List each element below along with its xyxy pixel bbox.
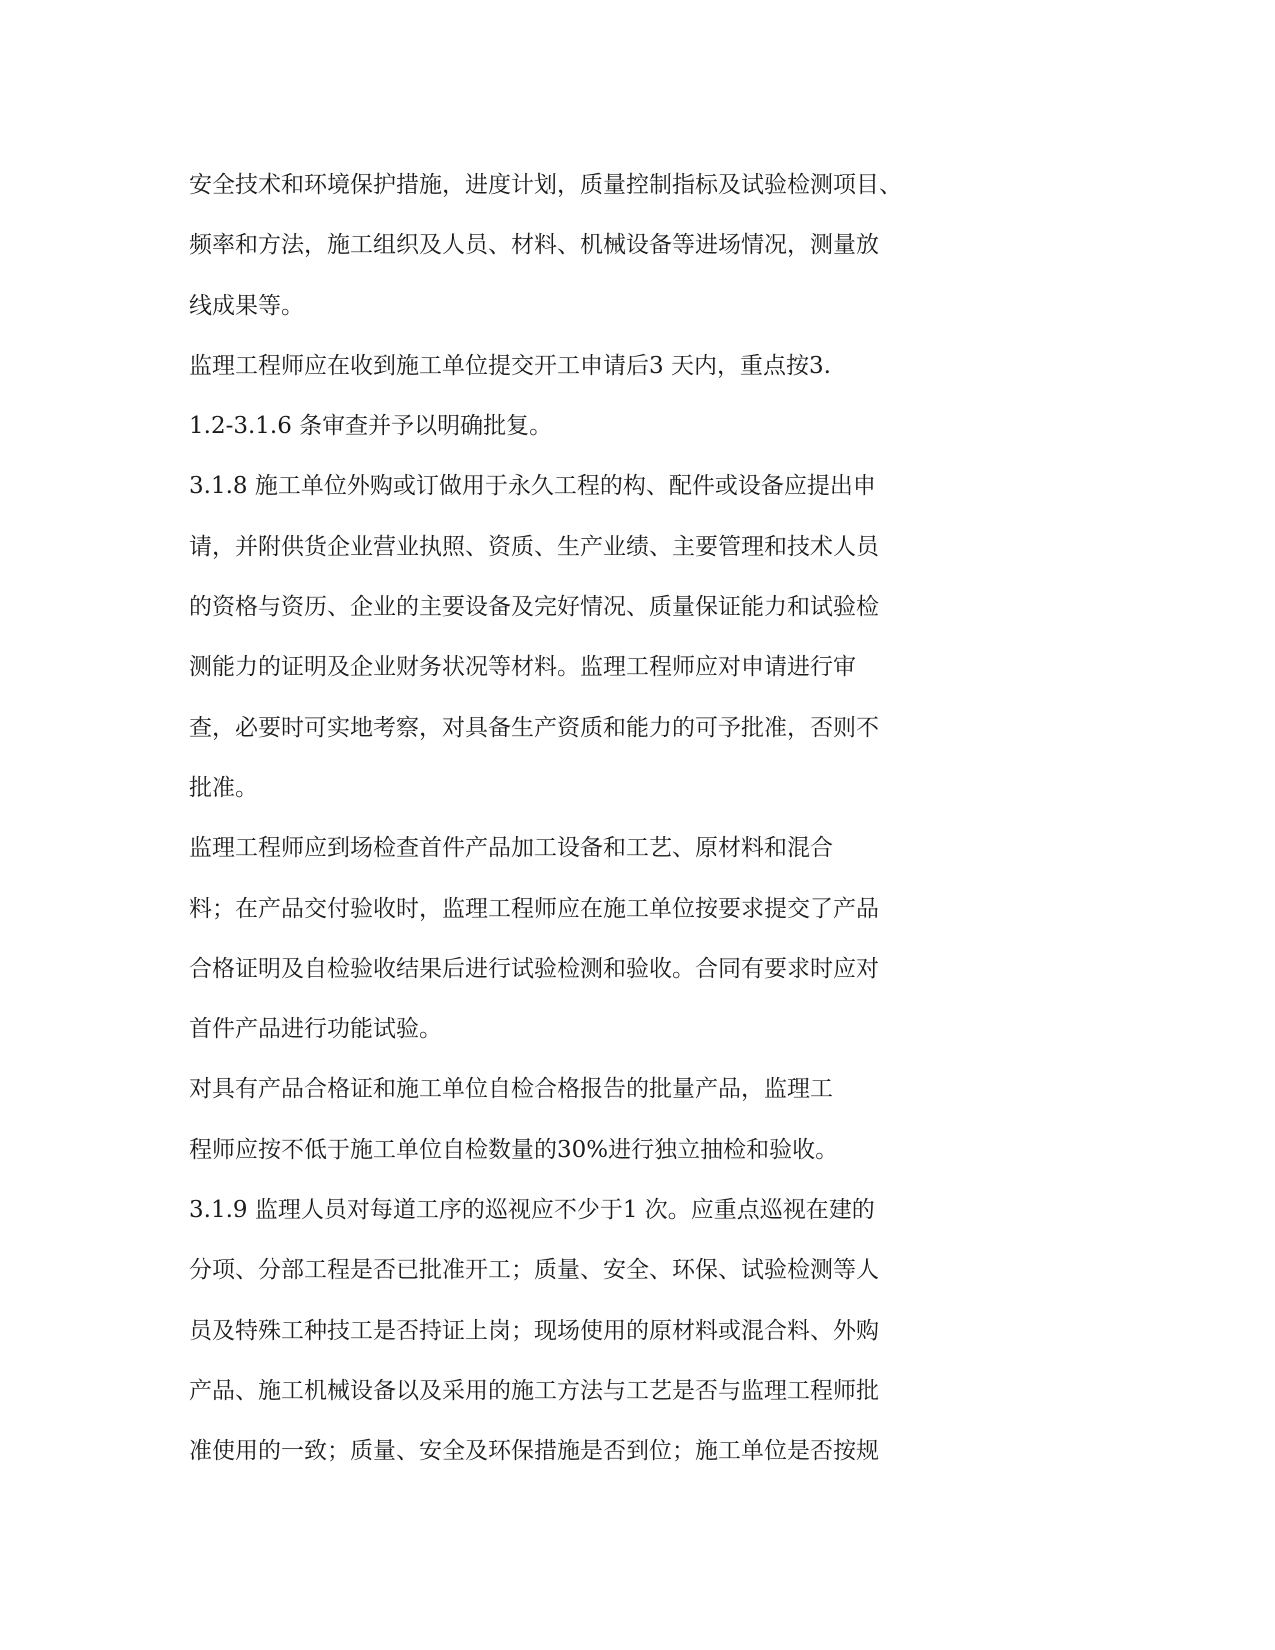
- text-line: 请，并附供货企业营业执照、资质、生产业绩、主要管理和技术人员: [189, 533, 879, 560]
- text-line: 监理工程师应在收到施工单位提交开工申请后3 天内，重点按3.: [189, 352, 831, 379]
- text-line: 频率和方法，施工组织及人员、材料、机械设备等进场情况，测量放: [189, 232, 879, 259]
- text-line: 员及特殊工种技工是否持证上岗；现场使用的原材料或混合料、外购: [189, 1317, 879, 1344]
- text-line: 安全技术和环境保护措施，进度计划，质量控制指标及试验检测项目、: [189, 172, 902, 198]
- text-line: 批准。: [189, 774, 258, 801]
- text-line: 3.1.9 监理人员对每道工序的巡视应不少于1 次。应重点巡视在建的: [189, 1197, 875, 1224]
- text-line: 程师应按不低于施工单位自检数量的30%进行独立抽检和验收。: [189, 1136, 839, 1163]
- text-line: 准使用的一致；质量、安全及环保措施是否到位；施工单位是否按规: [189, 1438, 879, 1465]
- text-line: 查，必要时可实地考察，对具备生产资质和能力的可予批准，否则不: [189, 714, 879, 741]
- text-line: 产品、施工机械设备以及采用的施工方法与工艺是否与监理工程师批: [189, 1377, 879, 1404]
- text-line: 监理工程师应到场检查首件产品加工设备和工艺、原材料和混合: [189, 835, 833, 862]
- text-line: 料；在产品交付验收时，监理工程师应在施工单位按要求提交了产品: [189, 895, 879, 922]
- text-line: 对具有产品合格证和施工单位自检合格报告的批量产品，监理工: [189, 1076, 833, 1103]
- document-body: [189, 170, 949, 1497]
- text-line: 的资格与资历、企业的主要设备及完好情况、质量保证能力和试验检: [189, 594, 879, 621]
- text-line: 分项、分部工程是否已批准开工；质量、安全、环保、试验检测等人: [189, 1257, 879, 1284]
- text-line: 首件产品进行功能试验。: [189, 1016, 442, 1043]
- text-line: 线成果等。: [189, 292, 304, 319]
- text-line: 1.2-3.1.6 条审查并予以明确批复。: [189, 413, 553, 440]
- text-line: 测能力的证明及企业财务状况等材料。监理工程师应对申请进行审: [189, 654, 856, 681]
- text-line: 3.1.8 施工单位外购或订做用于永久工程的构、配件或设备应提出申: [189, 473, 876, 500]
- text-line: 合格证明及自检验收结果后进行试验检测和验收。合同有要求时应对: [189, 955, 879, 982]
